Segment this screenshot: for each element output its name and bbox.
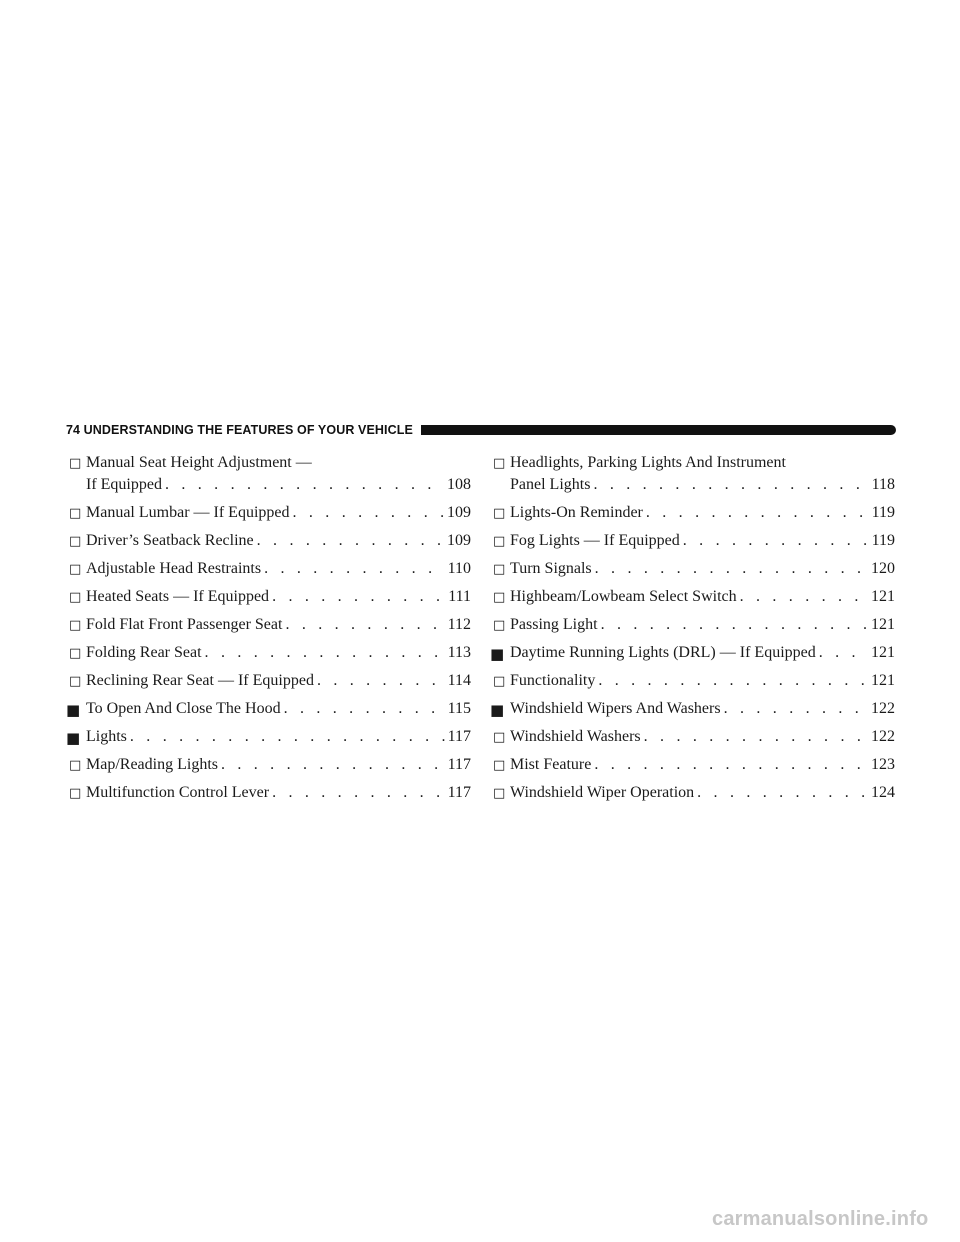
page-header	[66, 422, 896, 438]
toc-entry-page-number: 114	[447, 672, 471, 689]
toc-entry-title: Lights-On Reminder	[510, 504, 643, 521]
toc-entry[interactable]	[490, 698, 895, 720]
toc-entry[interactable]	[490, 586, 895, 608]
hollow-square-icon: □	[493, 730, 506, 745]
hollow-square-icon: □	[493, 758, 506, 773]
toc-entry-title: Folding Rear Seat	[86, 644, 202, 661]
dot-leader	[601, 614, 868, 636]
dot-leader	[644, 726, 868, 748]
dot-leader	[317, 670, 445, 692]
toc-entry-title: Windshield Wiper Operation	[510, 784, 695, 801]
toc-entry-page-number: 110	[447, 560, 471, 577]
dot-leader	[205, 642, 445, 664]
toc-entry[interactable]	[490, 614, 895, 636]
toc-entry-title: To Open And Close The Hood	[86, 700, 281, 717]
toc-entry-title: Driver’s Seatback Recline	[86, 532, 254, 549]
toc-entry-page-number: 119	[871, 532, 895, 549]
toc-entry[interactable]	[490, 642, 895, 664]
page-header-text: 74 UNDERSTANDING THE FEATURES OF YOUR VEHICLE	[66, 423, 413, 437]
toc-entry[interactable]	[66, 530, 471, 552]
toc-entry-page-number: 124	[871, 784, 895, 801]
dot-leader	[683, 530, 869, 552]
dot-leader	[130, 726, 445, 748]
toc-entry[interactable]	[490, 558, 895, 580]
toc-entry[interactable]	[66, 586, 471, 608]
toc-entry[interactable]	[490, 452, 895, 496]
hollow-square-icon: □	[69, 758, 82, 773]
toc-entry-page-number: 115	[447, 700, 471, 717]
toc-entry[interactable]	[66, 502, 471, 524]
hollow-square-icon: □	[69, 786, 82, 801]
toc-entry-title: Windshield Washers	[510, 728, 641, 745]
toc-entry-title: Mist Feature	[510, 756, 592, 773]
dot-leader	[257, 530, 444, 552]
toc-entry[interactable]	[490, 782, 895, 804]
toc-entry-title: Map/Reading Lights	[86, 756, 218, 773]
toc-entry-title: Functionality	[510, 672, 596, 689]
toc-entry-title: Turn Signals	[510, 560, 592, 577]
toc-entry-title: Fog Lights — If Equipped	[510, 532, 680, 549]
toc-entry-page-number: 118	[871, 476, 895, 493]
hollow-square-icon: □	[69, 506, 82, 521]
dot-leader	[272, 586, 445, 608]
dot-leader	[595, 558, 868, 580]
toc-entry-title: Manual Seat Height Adjustment —	[86, 454, 312, 471]
toc-entry-title: Passing Light	[510, 616, 598, 633]
toc-entry-title: Highbeam/Lowbeam Select Switch	[510, 588, 737, 605]
dot-leader	[264, 558, 445, 580]
dot-leader	[272, 782, 445, 804]
toc-entry-page-number: 113	[447, 644, 471, 661]
toc-entry-title: Panel Lights	[510, 476, 591, 493]
toc-entry[interactable]	[66, 698, 471, 720]
toc-entry[interactable]	[66, 726, 471, 748]
toc-entry-page-number: 121	[871, 672, 895, 689]
toc-entry[interactable]	[490, 530, 895, 552]
hollow-square-icon: □	[493, 618, 506, 633]
toc-entry-page-number: 119	[871, 504, 895, 521]
hollow-square-icon: □	[493, 456, 506, 471]
toc-entry-title: Heated Seats — If Equipped	[86, 588, 270, 605]
dot-leader	[284, 698, 445, 720]
hollow-square-icon: □	[69, 646, 82, 661]
hollow-square-icon: □	[493, 506, 506, 521]
toc-entry-page-number: 112	[447, 616, 471, 633]
dot-leader	[598, 670, 868, 692]
toc-entry-title: Manual Lumbar — If Equipped	[86, 504, 290, 521]
dot-leader	[293, 502, 445, 524]
toc-entry-page-number: 121	[871, 616, 895, 633]
toc-right-column	[490, 452, 895, 810]
hollow-square-icon: □	[69, 562, 82, 577]
toc-entry[interactable]	[490, 726, 895, 748]
dot-leader	[819, 642, 868, 664]
toc-entry[interactable]	[490, 670, 895, 692]
filled-square-icon: ■	[66, 729, 81, 747]
hollow-square-icon: □	[493, 590, 506, 605]
toc-entry[interactable]	[66, 614, 471, 636]
toc-entry-page-number: 108	[447, 476, 471, 493]
toc-entry-title: Windshield Wipers And Washers	[510, 700, 721, 717]
toc-entry-page-number: 117	[447, 728, 471, 745]
dot-leader	[221, 754, 445, 776]
filled-square-icon: ■	[490, 701, 505, 719]
dot-leader	[285, 614, 444, 636]
toc-entry-page-number: 111	[448, 588, 471, 605]
toc-entry-page-number: 122	[871, 700, 895, 717]
hollow-square-icon: □	[69, 618, 82, 633]
dot-leader	[740, 586, 868, 608]
toc-entry-page-number: 120	[871, 560, 895, 577]
toc-entry-title: Adjustable Head Restraints	[86, 560, 262, 577]
toc-entry-page-number: 121	[871, 588, 895, 605]
toc-entry[interactable]	[66, 558, 471, 580]
toc-entry-page-number: 109	[447, 504, 471, 521]
hollow-square-icon: □	[493, 674, 506, 689]
toc-entry-title: Daytime Running Lights (DRL) — If Equipped	[510, 644, 816, 661]
toc-entry[interactable]	[66, 642, 471, 664]
dot-leader	[594, 754, 868, 776]
filled-square-icon: ■	[490, 645, 505, 663]
toc-entry[interactable]	[490, 754, 895, 776]
toc-entry-title: Lights	[86, 728, 127, 745]
filled-square-icon: ■	[66, 701, 81, 719]
toc-entry[interactable]	[66, 782, 471, 804]
toc-entry[interactable]	[490, 502, 895, 524]
toc-entry-page-number: 117	[447, 756, 471, 773]
toc-entry-page-number: 123	[871, 756, 895, 773]
toc-entry-page-number: 117	[447, 784, 471, 801]
hollow-square-icon: □	[69, 674, 82, 689]
toc-entry-title: Headlights, Parking Lights And Instrument	[510, 454, 786, 471]
dot-leader	[724, 698, 868, 720]
hollow-square-icon: □	[69, 534, 82, 549]
toc-entry[interactable]	[66, 670, 471, 692]
toc-entry-page-number: 122	[871, 728, 895, 745]
toc-entry-title: If Equipped	[86, 476, 162, 493]
header-rule	[421, 425, 896, 435]
toc-entry-page-number: 109	[447, 532, 471, 549]
watermark: carmanualsonline.info	[712, 1208, 929, 1230]
toc-entry-title: Fold Flat Front Passenger Seat	[86, 616, 283, 633]
dot-leader	[646, 502, 869, 524]
dot-leader	[697, 782, 868, 804]
toc-entry[interactable]	[66, 452, 471, 496]
toc-entry[interactable]	[66, 754, 471, 776]
hollow-square-icon: □	[493, 534, 506, 549]
dot-leader	[165, 474, 444, 496]
toc-left-column	[66, 452, 471, 810]
hollow-square-icon: □	[493, 786, 506, 801]
toc-entry-page-number: 121	[871, 644, 895, 661]
hollow-square-icon: □	[69, 590, 82, 605]
dot-leader	[593, 474, 868, 496]
toc-entry-title: Multifunction Control Lever	[86, 784, 270, 801]
hollow-square-icon: □	[69, 456, 82, 471]
hollow-square-icon: □	[493, 562, 506, 577]
toc-entry-title: Reclining Rear Seat — If Equipped	[86, 672, 314, 689]
